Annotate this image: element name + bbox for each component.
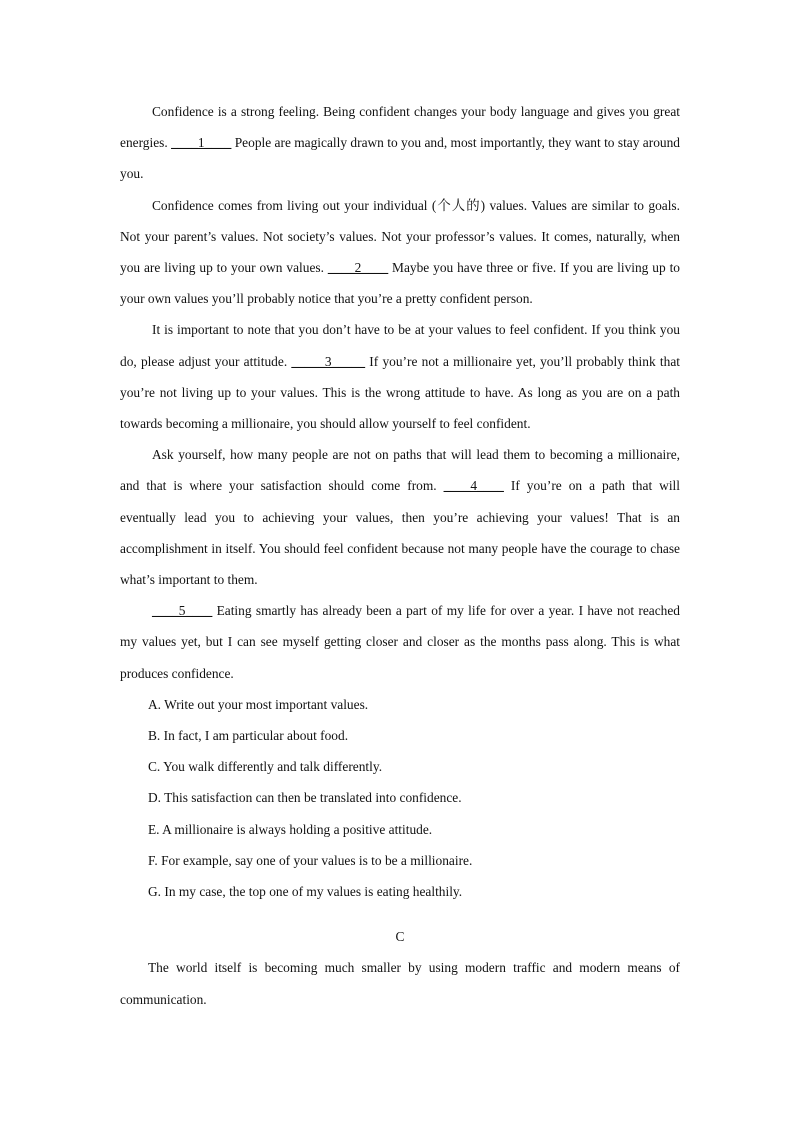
passage-paragraph — [120, 314, 680, 439]
passage-paragraph — [120, 96, 680, 190]
answer-blank[interactable]: ____5____ — [152, 603, 213, 619]
paragraph-text: Maybe you have three or five. If you are living up to your own values you’ll probably notice that you’re a pretty confident person. — [120, 260, 680, 307]
paragraph-text: People are magically drawn to you and, most importantly, they want to stay around you. — [120, 135, 680, 182]
answer-blank[interactable]: ____2____ — [327, 260, 389, 276]
answer-option: A. Write out your most important values. — [148, 696, 369, 712]
answer-blank[interactable]: _____3_____ — [291, 353, 366, 369]
paragraph-text: If you’re not a millionaire yet, you’ll probably think that you’re not living up to your values. This is the wrong attitude to have. As long as you are on a path towards becoming a millionaire, you should allow yourself to feel confident. — [120, 353, 680, 432]
answer-option: E. A millionaire is always holding a positive attitude. — [148, 821, 433, 837]
paragraph-text: If you’re on a path that will eventually lead you to achieving your values, then you’re achieving your values! That is an accomplishment in itself. You should feel confident because not many people have the courage to chase what’s important to them. — [120, 478, 680, 588]
section-c-paragraph: The world itself is becoming much smaller by using modern traffic and modern means of communication. — [120, 960, 680, 1007]
answer-option: F. For example, say one of your values is to be a millionaire. — [148, 852, 473, 868]
answer-option: C. You walk differently and talk differently. — [148, 759, 383, 775]
answer-option: B. In fact, I am particular about food. — [148, 728, 349, 744]
paragraph-text: Ask yourself, how many people are not on paths that will lead them to becoming a millionaire, and that is where your satisfaction should come from. — [120, 447, 680, 494]
document-content — [120, 96, 680, 1015]
answer-options — [120, 689, 680, 907]
section-c-label: C — [395, 929, 405, 945]
answer-blank[interactable]: ____4____ — [443, 478, 504, 494]
paragraph-text: Confidence comes from living out your individual (个人的) values. Values are similar to goals. Not your parent’s values. Not society’s values. Not your professor’s values. It comes, naturally, when you are living up to your own values. — [120, 197, 680, 276]
paragraph-text: Confidence is a strong feeling. Being confident changes your body language and gives you great energies. — [120, 104, 680, 151]
passage-b — [120, 96, 680, 689]
answer-option: G. In my case, the top one of my values is eating healthily. — [148, 884, 463, 900]
answer-blank[interactable]: ____1____ — [171, 135, 232, 151]
passage-paragraph — [120, 595, 680, 689]
passage-paragraph — [120, 439, 680, 595]
paragraph-text: Eating smartly has already been a part of my life for over a year. I have not reached my values yet, but I can see myself getting closer and closer as the months pass along. This is what produces confidence. — [120, 603, 680, 681]
answer-option: D. This satisfaction can then be translated into confidence. — [148, 790, 462, 806]
paragraph-text: It is important to note that you don’t have to be at your values to feel confident. If you think you do, please adjust your attitude. — [120, 322, 680, 369]
passage-paragraph — [120, 190, 680, 315]
